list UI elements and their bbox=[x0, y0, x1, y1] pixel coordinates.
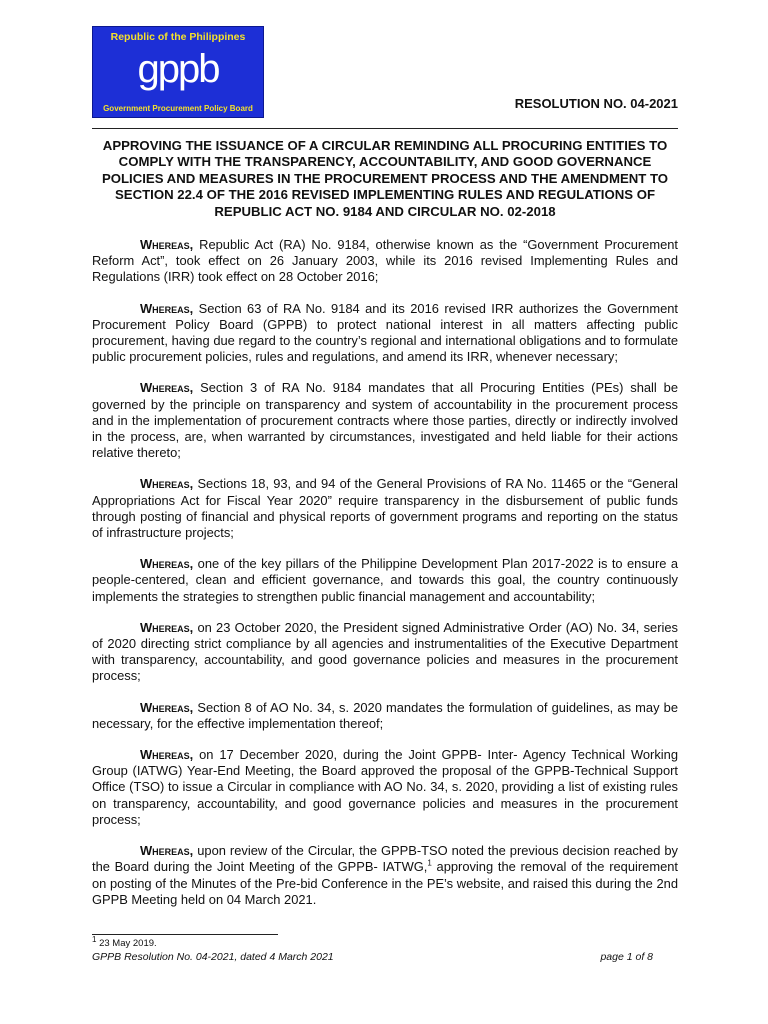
paragraph-text: Section 8 of AO No. 34, s. 2020 mandates the formulation of guidelines, as may be necessary, for the effective implementation thereof; bbox=[92, 699, 678, 731]
resolution-number: RESOLUTION NO. 04-2021 bbox=[514, 96, 678, 111]
paragraph-text: Sections 18, 93, and 94 of the General Provisions of RA No. 11465 or the “General Appropriations Act for Fiscal Year 2020” require transparency in the disbursement of public funds through posting of financial and physical reports of government programs and reporting on the status of infrastructure projects; bbox=[92, 476, 678, 541]
footnote-reference: 1 bbox=[427, 859, 432, 868]
logo-mark: gppb bbox=[137, 47, 219, 91]
resolution-title: APPROVING THE ISSUANCE OF A CIRCULAR REMINDING ALL PROCURING ENTITIES TO COMPLY WITH THE TRANSPARENCY, ACCOUNTABILITY, AND GOOD GOVERNANCE POLICIES AND MEASURES IN THE PROCUREMENT PROCESS AND THE AMENDMENT TO SECTION 22.4 OF THE 2016 REVISED IMPLEMENTING RULES AND REGULATIONS OF REPUBLIC ACT NO. 9184 AND CIRCULAR NO. 02-2018 bbox=[101, 138, 669, 219]
whereas-paragraph bbox=[92, 476, 678, 541]
logo-country-text: Republic of the Philippines bbox=[110, 31, 246, 43]
whereas-lead: Whereas, bbox=[140, 843, 194, 859]
gppb-logo bbox=[92, 26, 264, 118]
whereas-lead: Whereas, bbox=[140, 300, 194, 316]
logo-board-text: Government Procurement Policy Board bbox=[103, 104, 253, 113]
paragraph-text: approving the removal of the requirement on posting of the Minutes of the Pre-bid Conference in the PE’s website, and raised this during the 2nd GPPB Meeting held on 04 March 2021. bbox=[92, 859, 678, 907]
whereas-paragraph bbox=[92, 380, 678, 461]
footnote bbox=[92, 934, 157, 949]
paragraph-text: on 17 December 2020, during the Joint GPPB- Inter- Agency Technical Working Group (IATWG) Year-End Meeting, the Board approved the proposal of the GPPB-Technical Support Office (TSO) to issue a Circular in compliance with AO No. 34, s. 2020, providing a list of existing rules on transparency, accountability, and good governance policies and measures in the procurement process; bbox=[92, 747, 678, 827]
whereas-lead: Whereas, bbox=[140, 476, 194, 492]
paragraph-text: one of the key pillars of the Philippine Development Plan 2017-2022 is to ensure a people-centered, clean and efficient governance, and towards this goal, the country continuously implements the strategies to strengthen public financial management and accountability; bbox=[92, 556, 678, 604]
whereas-lead: Whereas, bbox=[140, 237, 194, 252]
whereas-paragraph bbox=[92, 843, 678, 908]
footnote-mark: 1 bbox=[92, 934, 97, 944]
paragraph-text: on 23 October 2020, the President signed Administrative Order (AO) No. 34, series of 2020 directing strict compliance by all agencies and instrumentalities of the Executive Department with transparency, accountability, and good governance policies and measures in the procurement process; bbox=[92, 619, 678, 684]
whereas-lead: Whereas, bbox=[140, 699, 194, 715]
footer-page-number: page 1 of 8 bbox=[600, 951, 653, 963]
paragraph-text: Section 3 of RA No. 9184 mandates that all Procuring Entities (PEs) shall be governed by the principle on transparency and system of accountability in the procurement process and in the implementation of procurement contracts where those parties, directly or indirectly involved in the process, are, when warranted by circumstances, investigated and held liable for their actions relative thereto; bbox=[92, 380, 678, 461]
paragraph-text: Section 63 of RA No. 9184 and its 2016 revised IRR authorizes the Government Procurement Policy Board (GPPB) to protect national interest in all matters affecting public procurement, having due regard to the country’s regional and international obligations and to formulate public procurement policies, rules and regulations, and amend its IRR, whenever necessary; bbox=[92, 300, 678, 365]
footnote-text: 23 May 2019. bbox=[96, 938, 157, 949]
whereas-paragraph bbox=[92, 556, 678, 605]
whereas-paragraph bbox=[92, 237, 678, 286]
whereas-lead: Whereas, bbox=[140, 380, 194, 396]
footnote-divider bbox=[92, 934, 278, 935]
paragraph-text: Republic Act (RA) No. 9184, otherwise known as the “Government Procurement Reform Act”, took effect on 26 January 2003, while its 2016 revised Implementing Rules and Regulations (IRR) took effect on 28 October 2016; bbox=[92, 237, 678, 285]
whereas-paragraph bbox=[92, 301, 678, 366]
whereas-lead: Whereas, bbox=[140, 747, 194, 763]
footer-document-reference: GPPB Resolution No. 04-2021, dated 4 March 2021 bbox=[92, 951, 334, 963]
whereas-lead: Whereas, bbox=[140, 619, 194, 635]
whereas-paragraph bbox=[92, 700, 678, 732]
whereas-lead: Whereas, bbox=[140, 556, 194, 572]
paragraph-text: upon review of the Circular, the GPPB-TSO noted the previous decision reached by the Board during the Joint Meeting of the GPPB- IATWG, bbox=[92, 843, 678, 875]
document-body bbox=[92, 237, 678, 923]
whereas-paragraph bbox=[92, 747, 678, 828]
whereas-paragraph bbox=[92, 620, 678, 685]
header-divider bbox=[92, 128, 678, 129]
